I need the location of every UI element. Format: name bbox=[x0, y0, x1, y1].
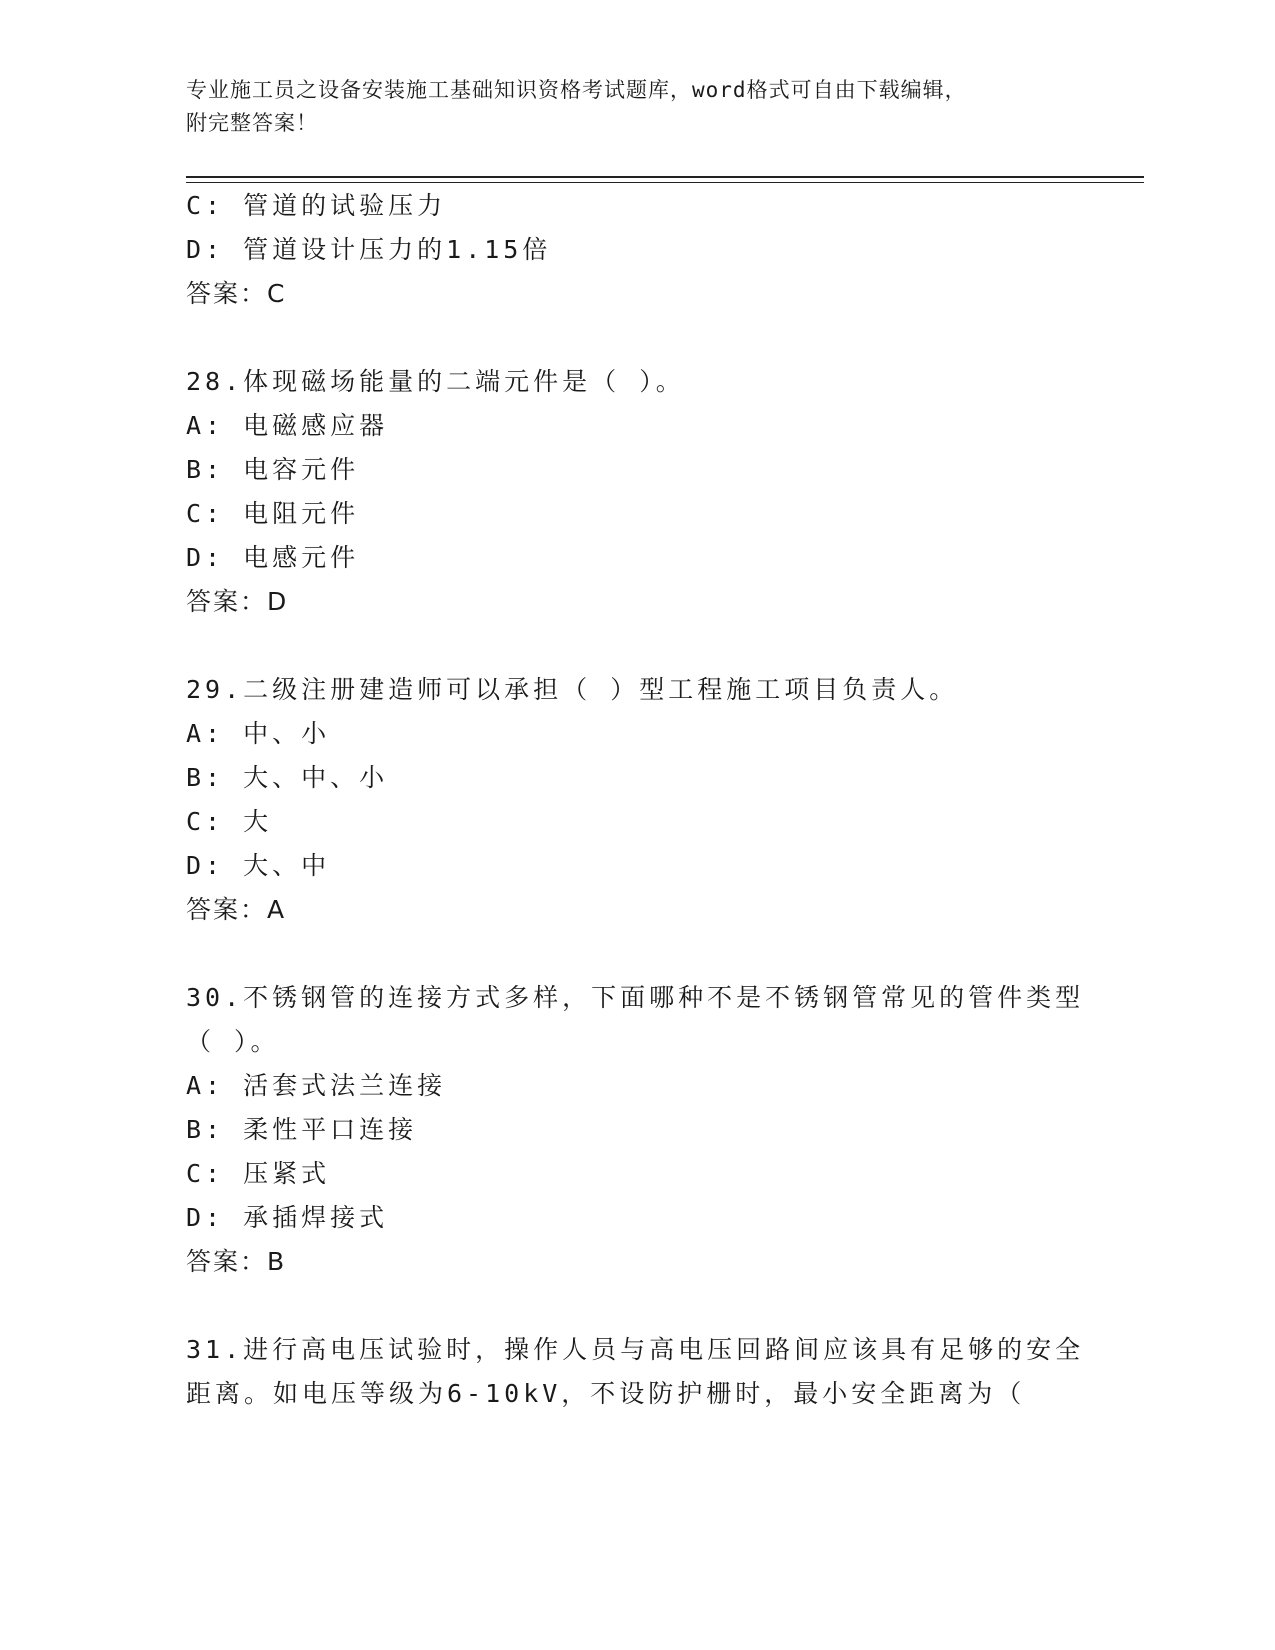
prev-option-d: D: 管道设计压力的1.15倍 bbox=[186, 235, 552, 264]
header-divider-thin bbox=[186, 182, 1144, 183]
header-divider-thick bbox=[186, 176, 1144, 178]
header-line-1: 专业施工员之设备安装施工基础知识资格考试题库，word格式可自由下载编辑， bbox=[186, 78, 967, 102]
document-header bbox=[186, 74, 1086, 140]
question-30-option-a: A: 活套式法兰连接 bbox=[186, 1071, 447, 1100]
question-29-option-d: D: 大、中 bbox=[186, 851, 331, 880]
prev-answer: 答案：C bbox=[186, 279, 287, 308]
question-28-option-b: B: 电容元件 bbox=[186, 455, 360, 484]
question-30-option-d: D: 承插焊接式 bbox=[186, 1203, 389, 1232]
question-30-option-b: B: 柔性平口连接 bbox=[186, 1115, 418, 1144]
prev-option-c: C: 管道的试验压力 bbox=[186, 191, 447, 220]
question-31-stem-line-2: 距离。如电压等级为6-10kV，不设防护栅时，最小安全距离为（ bbox=[186, 1379, 1026, 1408]
question-30-option-c: C: 压紧式 bbox=[186, 1159, 331, 1188]
question-30-answer: 答案：B bbox=[186, 1247, 287, 1276]
question-30-stem-line-1: 30.不锈钢管的连接方式多样，下面哪种不是不锈钢管常见的管件类型 bbox=[186, 983, 1085, 1012]
question-28-answer: 答案：D bbox=[186, 587, 289, 616]
question-28-stem: 28.体现磁场能量的二端元件是（ ）。 bbox=[186, 367, 685, 396]
question-28-option-a: A: 电磁感应器 bbox=[186, 411, 389, 440]
question-31-stem-line-1: 31.进行高电压试验时，操作人员与高电压回路间应该具有足够的安全 bbox=[186, 1335, 1085, 1364]
question-29-answer: 答案：A bbox=[186, 895, 287, 924]
header-line-2: 附完整答案！ bbox=[186, 111, 318, 135]
question-28-option-d: D: 电感元件 bbox=[186, 543, 360, 572]
question-29-stem: 29.二级注册建造师可以承担（ ）型工程施工项目负责人。 bbox=[186, 675, 959, 704]
question-29-option-b: B: 大、中、小 bbox=[186, 763, 389, 792]
question-30-stem-line-2: （ ）。 bbox=[186, 1027, 280, 1056]
question-28-option-c: C: 电阻元件 bbox=[186, 499, 360, 528]
question-29-option-a: A: 中、小 bbox=[186, 719, 331, 748]
question-29-option-c: C: 大 bbox=[186, 807, 273, 836]
